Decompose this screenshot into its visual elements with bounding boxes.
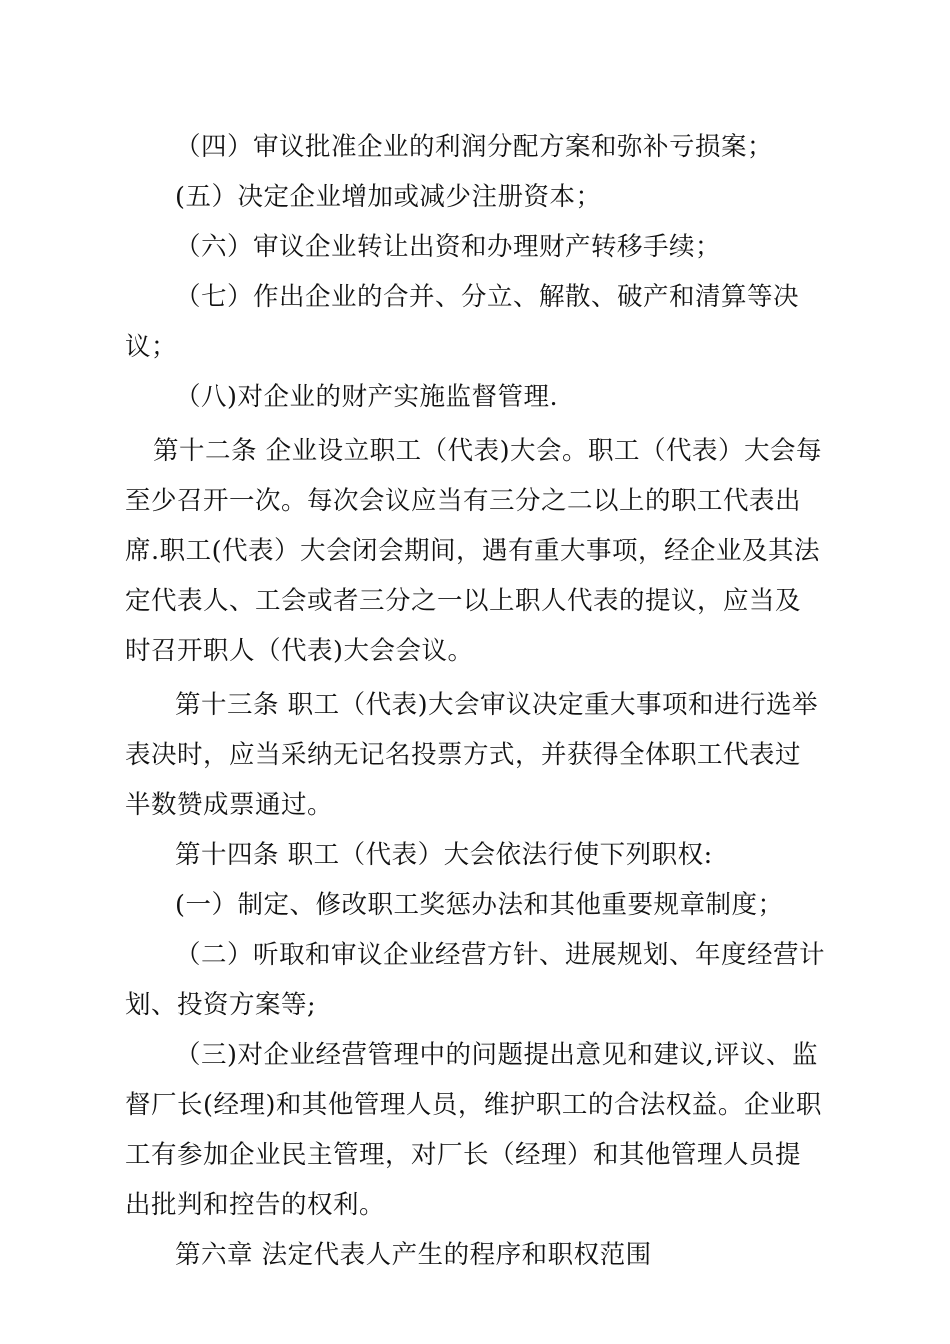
paragraph-item-3: （三)对企业经营管理中的问题提出意见和建议,评议、监督厂长(经理)和其他管理人员，维护职工的合法权益。企业职工有参加企业民主管理，对厂长（经理）和其他管理人员提出批判和控告的权利。 — [125, 1040, 822, 1220]
article-12: 第十二条 企业设立职工（代表)大会。职工（代表）大会每至少召开一次。每次会议应当有三分之二以上的职工代表出席.职工(代表）大会闭会期间，遇有重大事项，经企业及其法定代表人、工会或者三分之一以上职人代表的提议，应当及时召开职人（代表)大会会议。 — [125, 436, 823, 666]
paragraph-item-5: (五）决定企业增加或减少注册资本； — [175, 182, 602, 212]
document-body — [125, 122, 825, 1280]
chapter-6-heading: 第六章 法定代表人产生的程序和职权范围 — [175, 1240, 652, 1270]
paragraph-item-7: （七）作出企业的合并、分立、解散、破产和清算等决议； — [125, 282, 800, 362]
article-14-heading: 第十四条 职工（代表）大会依法行使下列职权: — [175, 840, 713, 870]
paragraph-item-6: （六）审议企业转让出资和办理财产转移手续； — [175, 232, 722, 262]
article-13: 第十三条 职工（代表)大会审议决定重大事项和进行选举表决时，应当采纳无记名投票方式，并获得全体职工代表过半数赞成票通过。 — [125, 690, 819, 820]
paragraph-item-4: （四）审议批准企业的利润分配方案和弥补亏损案； — [175, 132, 774, 162]
paragraph-item-2: （二）听取和审议企业经营方针、进展规划、年度经营计划、投资方案等; — [125, 940, 826, 1020]
paragraph-item-1: (一）制定、修改职工奖惩办法和其他重要规章制度； — [175, 890, 784, 920]
paragraph-item-8: （八)对企业的财产实施监督管理. — [175, 382, 559, 412]
